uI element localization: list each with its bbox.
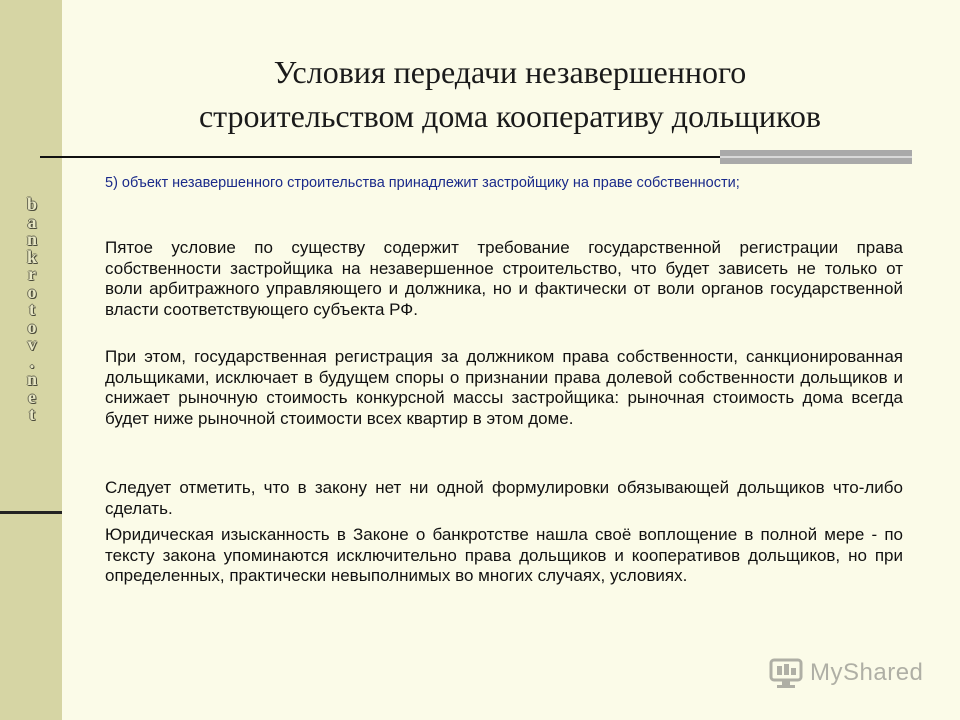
vertical-brand-text [20,196,44,424]
title-accent-line [720,156,912,158]
sidebar [0,0,62,720]
mysharred-watermark [768,655,923,691]
brand-letter: b [26,194,37,214]
brand-letter: r [28,264,36,284]
paragraph: При этом, государственная регистрация за должником права собственности, санкционированная дольщиками, исключает в будущем споры о признании права долевой собственности дольщиков и снижает рыночную стоимость конкурсной массы застройщика: рыночная стоимость дома всегда будет ниже рыночной стоимости всех квартир в этом доме. [105,347,903,428]
brand-letter: e [28,386,36,407]
slide-title [110,50,910,138]
sidebar-divider [0,511,62,514]
brand-letter: v [27,334,37,354]
watermark-label: MyShared [810,659,924,686]
mysharred-logo-icon [768,656,804,690]
brand-letter: k [26,246,37,267]
title-underline [40,156,720,158]
brand-letter: . [29,351,35,372]
brand-letter: n [26,369,37,389]
brand-letter: o [27,281,37,302]
paragraph: Следует отметить, что в закону нет ни одной формулировки обязывающей дольщиков что-либо сделать. [105,478,903,518]
brand-letter: t [29,299,35,319]
title-line-1: Условия передачи незавершенного [273,54,747,90]
brand-letter: t [29,404,35,424]
paragraph: Пятое условие по существу содержит требование государственной регистрации права собственности застройщика на незавершенное строительство, что будет зависеть не только от воли арбитражного управляющего и должника, но и фактически от воли органов государственной власти соответствующего субъекта РФ. [105,238,903,319]
brand-letter: o [27,316,37,337]
title-line-2: строительством дома кооперативу дольщиков [198,98,822,134]
brand-letter: n [26,229,37,249]
brand-letter: a [27,211,37,232]
condition-point: 5) объект незавершенного строительства принадлежит застройщику на праве собственности; [105,175,740,191]
paragraph: Юридическая изысканность в Законе о банкротстве нашла своё воплощение в полной мере - по тексту закона упоминаются исключительно права дольщиков и кооперативов дольщиков, но при определенных, практически невыполнимых во многих случаях, условиях. [105,525,903,585]
